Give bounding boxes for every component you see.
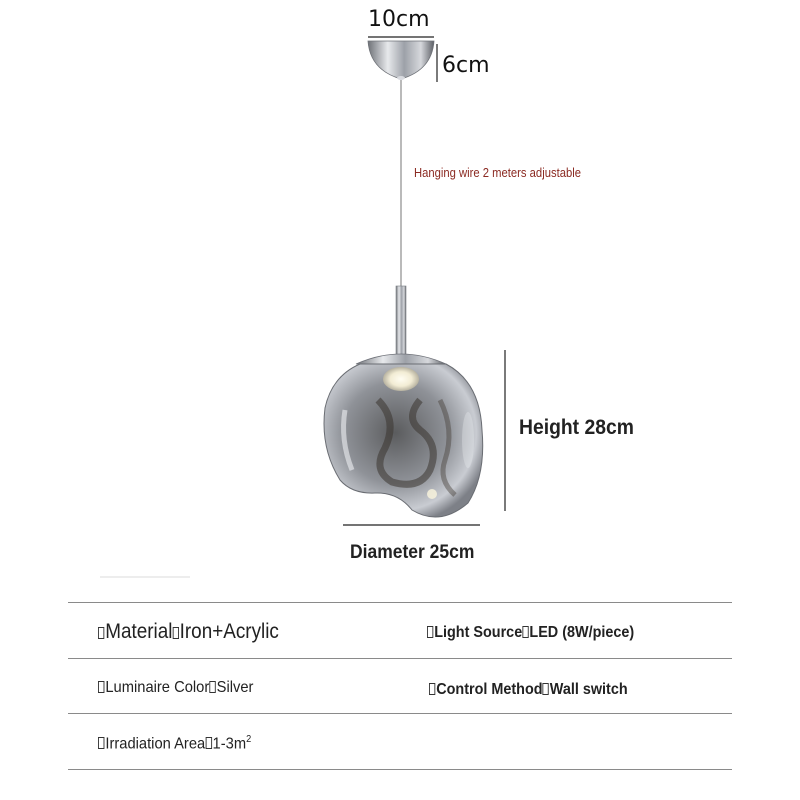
- spec-irradiation-area: [98, 734, 251, 753]
- canopy-height-label: 6cm: [442, 53, 490, 78]
- spec-divider-2: [68, 658, 732, 659]
- spec-area-label: Irradiation Area: [105, 735, 206, 753]
- spec-control-label: Control Method: [436, 681, 543, 698]
- wire-note: Hanging wire 2 meters adjustable: [414, 166, 581, 180]
- diameter-label: Diameter 25cm: [350, 542, 475, 563]
- spec-area-value: 1-3m: [212, 735, 247, 753]
- spec-control-value: Wall switch: [549, 681, 628, 698]
- spec-material: [98, 620, 279, 644]
- ceiling-canopy: [368, 41, 434, 79]
- spec-control-method: [429, 681, 628, 699]
- spec-color-value: Silver: [216, 679, 254, 696]
- led-bulb: [383, 367, 419, 391]
- spec-light-source-label: Light Source: [434, 624, 523, 641]
- spec-light-source-value: LED (8W/piece): [529, 624, 635, 641]
- spec-luminaire-color: [98, 679, 253, 697]
- spec-divider-1: [68, 602, 732, 603]
- spec-color-label: Luminaire Color: [105, 679, 210, 696]
- spec-divider-3: [68, 713, 732, 714]
- canopy-width-label: 10cm: [368, 7, 430, 32]
- spec-light-source: [427, 624, 634, 642]
- spec-material-value: Iron+Acrylic: [179, 620, 279, 643]
- height-label: Height 28cm: [519, 416, 634, 439]
- spec-divider-4: [68, 769, 732, 770]
- pendant-rod: [396, 286, 406, 356]
- spec-area-unit-superscript: 2: [246, 734, 252, 745]
- spec-material-label: Material: [105, 620, 173, 643]
- shade-top-cap: [356, 354, 446, 364]
